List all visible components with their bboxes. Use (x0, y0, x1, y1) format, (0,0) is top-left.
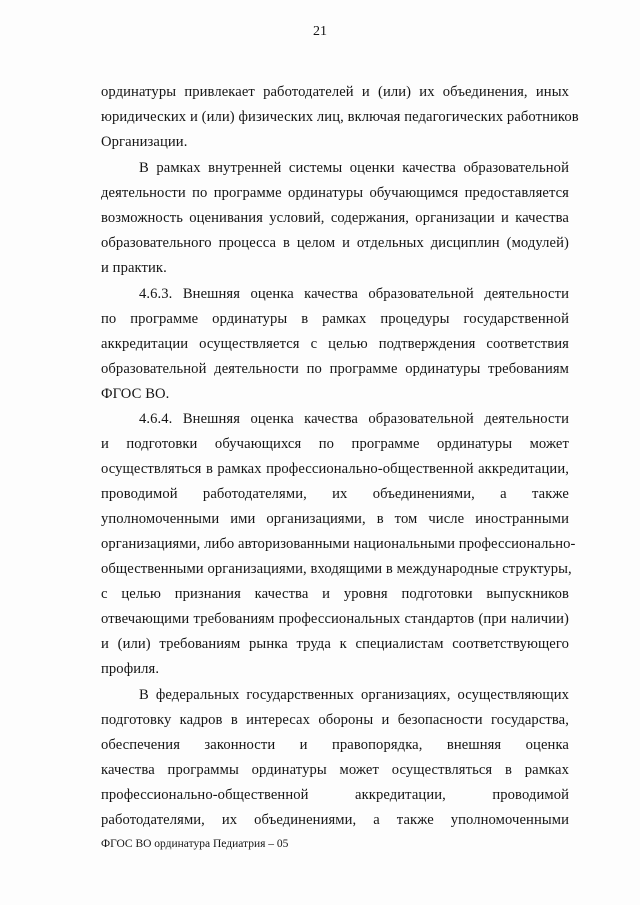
page-footer: ФГОС ВО ординатура Педиатрия – 05 (101, 838, 289, 850)
text-line: Организации. (101, 134, 188, 150)
text-line: с целью признания качества и уровня подготовки выпускников (101, 586, 569, 602)
text-line: качества программы ординатуры может осуществляться в рамках (101, 762, 569, 778)
text-line: ФГОС ВО. (101, 386, 170, 402)
text-line: и (или) требованиям рынка труда к специалистам соответствующего (101, 636, 569, 652)
text-line: отвечающими требованиям профессиональных стандартов (при наличии) (101, 611, 569, 627)
text-line: и практик. (101, 260, 167, 276)
text-line: уполномоченными ими организациями, в том числе иностранными (101, 511, 569, 527)
text-line: организациями, либо авторизованными национальными профессионально- (101, 536, 576, 552)
text-line: профессионально-общественной аккредитации, проводимой (101, 787, 569, 803)
text-line: и подготовки обучающихся по программе ординатуры может (101, 436, 569, 452)
text-line: ординатуры привлекает работодателей и (или) их объединения, иных (101, 84, 569, 100)
text-line: подготовку кадров в интересах обороны и безопасности государства, (101, 712, 569, 728)
text-line: профиля. (101, 661, 160, 677)
text-line: 4.6.3. Внешняя оценка качества образовательной деятельности (139, 286, 569, 302)
page-number: 21 (313, 24, 327, 39)
text-line: юридических и (или) физических лиц, включая педагогических работников (101, 109, 579, 125)
text-line: проводимой работодателями, их объединениями, а также (101, 486, 569, 502)
text-line: работодателями, их объединениями, а также уполномоченными (101, 812, 569, 828)
text-line: 4.6.4. Внешняя оценка качества образовательной деятельности (139, 411, 569, 427)
text-line: деятельности по программе ординатуры обучающимся предоставляется (101, 185, 569, 201)
text-line: общественными организациями, входящими в международные структуры, (101, 561, 572, 577)
text-line: по программе ординатуры в рамках процедуры государственной (101, 311, 569, 327)
text-line: обеспечения законности и правопорядка, внешняя оценка (101, 737, 569, 753)
text-line: образовательного процесса в целом и отдельных дисциплин (модулей) (101, 235, 569, 251)
text-line: возможность оценивания условий, содержания, организации и качества (101, 210, 569, 226)
text-line: аккредитации осуществляется с целью подтверждения соответствия (101, 336, 569, 352)
text-line: образовательной деятельности по программе ординатуры требованиям (101, 361, 569, 377)
text-line: В федеральных государственных организациях, осуществляющих (139, 687, 569, 703)
text-line: В рамках внутренней системы оценки качества образовательной (139, 160, 569, 176)
text-line: осуществляться в рамках профессионально-общественной аккредитации, (101, 461, 569, 477)
